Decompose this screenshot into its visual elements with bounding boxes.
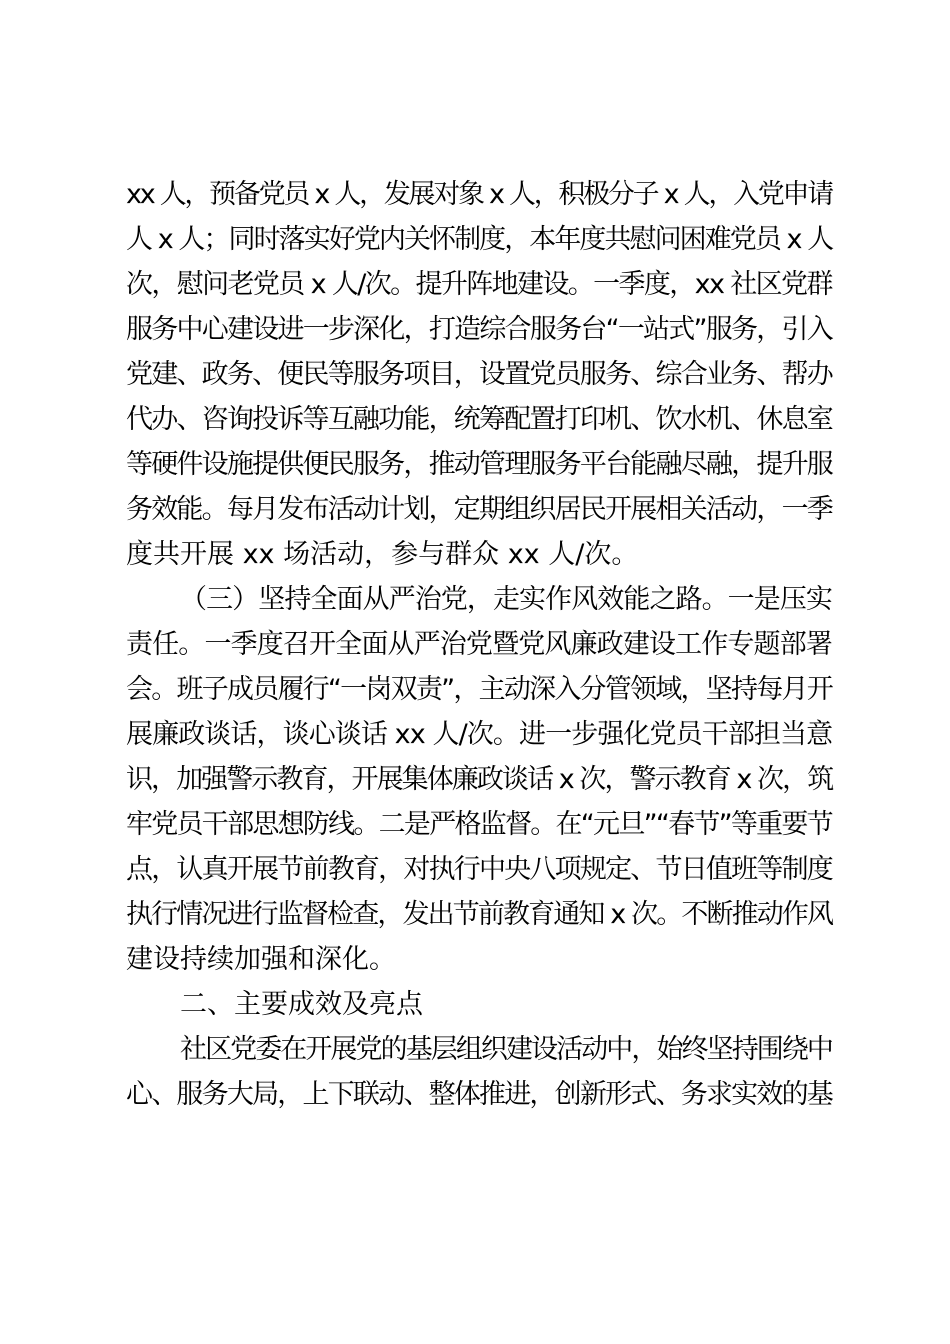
text-line: 度共开展 xx 场活动，参与群众 xx 人/次。 — [126, 539, 639, 570]
text-line: 服务中心建设进一步深化，打造综合服务台“一站式”服务，引入 — [126, 314, 832, 345]
text-line: 执行情况进行监督检查，发出节前教育通知 x 次。不断推动作风 — [126, 899, 833, 930]
text-line: 等硬件设施提供便民服务，推动管理服务平台能融尽融，提升服 — [126, 449, 832, 480]
paragraph — [126, 172, 832, 577]
paragraph — [126, 577, 832, 982]
text-line: 次，慰问老党员 x 人/次。提升阵地建设。一季度，xx 社区党群 — [126, 269, 832, 300]
text-line: 党建、政务、便民等服务项目，设置党员服务、综合业务、帮办 — [126, 359, 832, 390]
text-line: 牢党员干部思想防线。二是严格监督。在“元旦”“春节”等重要节 — [126, 809, 832, 840]
text-line: 代办、咨询投诉等互融功能，统筹配置打印机、饮水机、休息室 — [126, 404, 832, 435]
text-line: 社区党委在开展党的基层组织建设活动中，始终坚持围绕中 — [180, 1034, 832, 1065]
text-line: 责任。一季度召开全面从严治党暨党风廉政建设工作专题部署 — [126, 629, 832, 660]
text-line: 识，加强警示教育，开展集体廉政谈话 x 次，警示教育 x 次，筑 — [126, 764, 833, 795]
text-line: xx 人，预备党员 x 人，发展对象 x 人，积极分子 x 人，入党申请 — [126, 179, 832, 210]
text-line: 务效能。每月发布活动计划，定期组织居民开展相关活动，一季 — [126, 494, 832, 525]
text-line: 心、服务大局，上下联动、整体推进，创新形式、务求实效的基 — [126, 1079, 832, 1110]
text-line: 会。班子成员履行“一岗双责”，主动深入分管领域，坚持每月开 — [126, 674, 832, 705]
paragraph — [126, 1027, 832, 1117]
text-line: 人 x 人；同时落实好党内关怀制度，本年度共慰问困难党员 x 人 — [126, 224, 833, 255]
text-line: 建设持续加强和深化。 — [126, 944, 396, 975]
section-heading — [126, 982, 832, 1027]
text-line: 点，认真开展节前教育，对执行中央八项规定、节日值班等制度 — [126, 854, 832, 885]
document-body — [126, 172, 832, 1117]
text-line: 二、主要成效及亮点 — [180, 989, 423, 1020]
text-line: （三）坚持全面从严治党，走实作风效能之路。一是压实 — [180, 584, 832, 615]
text-line: 展廉政谈话，谈心谈话 xx 人/次。进一步强化党员干部担当意 — [126, 719, 833, 750]
